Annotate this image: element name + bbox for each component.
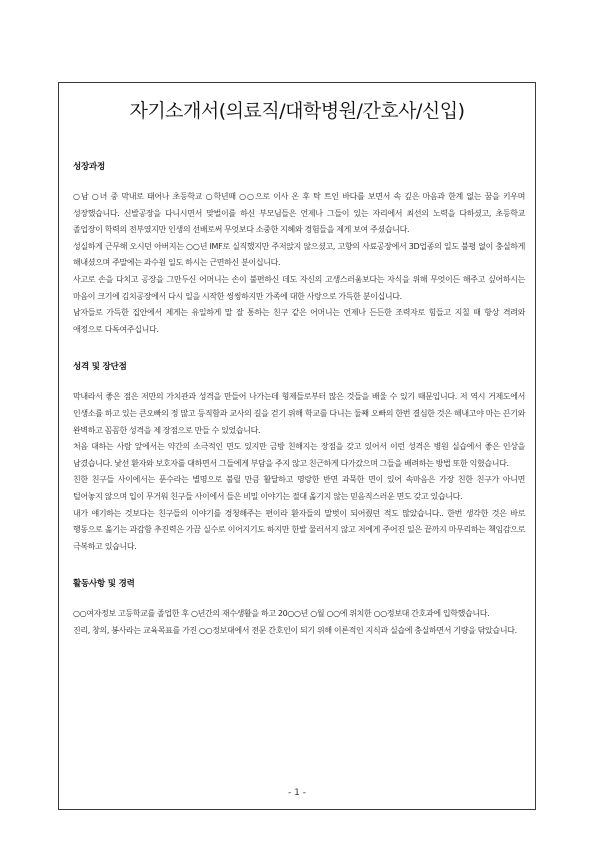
document-title: 자기소개서(의료직/대학병원/간호사/신입) [129,100,465,122]
paragraph: ○○여자정보 고등학교를 졸업한 후 ○년간의 재수생활을 하고 20○○년 ○월 ○○에 위치한 ○○정보대 간호과에 입학했습니다. [73,609,490,619]
paragraph: 진리, 창의, 봉사라는 교육목표를 가진 ○○정보대에서 전문 간호인이 되기 위해 이론적인 지식과 실습에 충실하면서 기량을 닦았습니다. [73,625,517,635]
section-heading: 활동사항 및 경력 [73,579,135,590]
paragraph: 내가 얘기하는 것보다는 친구들의 이야기를 경청해주는 편이라 환자들의 말벗이 되어줬던 적도 많았습니다.. 한번 생각한 것은 바로 행동으로 옮기는 과감함 추진력은 가끔 실수로 이어지기도 하지만 한발 물러서지 않고 저에게 주어진 일은 끝까지 마무리하는 책임감으로 극복하고 있습니다. [73,508,525,551]
paragraph: 사고로 손을 다치고 공장을 그만두신 어머니는 손이 불편하신 데도 자신의 고생스러움보다는 자식을 위해 무엇이든 해주고 싶어하시는 마음이 크기에 김치공장에서 다시 일을 시작한 씽씽하지만 가족에 대한 사랑으로 가득한 분이십니다. [73,274,525,301]
section-personality [73,360,525,555]
paragraph: 막내라서 좋은 점은 저만의 가치관과 성격을 만들어 나가는데 형제들로부터 많은 것들을 배울 수 있기 때문입니다. 저 역시 거제도에서 인생소를 하고 있는 큰오빠의 정 많고 등직함과 교사의 길을 걷기 위해 학교를 다니는 둘째 오빠의 한번 결심한 것은 해내고야 마는 끈기와 완벽하고 꼼꼼한 성격을 제 장점으로 만들 수 있었습니다. [73,392,525,435]
section-growth [73,160,525,338]
section-heading: 성장과정 [73,162,106,172]
paragraph: ○남 ○녀 중 막내로 태어나 초등학교 ○학년때 ○○으로 이사 온 후 탁 트인 바다를 보면서 속 깊은 마음과 한계 없는 꿈을 키우며 성장했습니다. 신발공장을 다니시면서 맞벌이를 하신 부모님들은 언제나 그들이 있는 자리에서 최선의 노력을 다하셨고, 초등학교 졸업장이 학력의 전부였지만 인생의 선배로써 무엇보다 소중한 지혜와 경험들을 제게 보여 주셨습니다. [73,192,525,235]
page-number: - 1 - [288,788,306,798]
paragraph: 성실하게 근무해 오시던 아버지는 ○○년 IMF로 실직했지만 주저앉지 않으셨고, 고향의 사료공장에서 3D업종의 일도 불평 없이 충실하게 해내셨으며 주말에는 과수원 일도 하시는 근면하신 분이십니다. [73,241,525,268]
document-body [73,160,525,661]
section-activities [73,577,525,639]
paragraph: 남자들로 가득한 집안에서 제게는 유일하게 말 잘 통하는 친구 같은 어머니는 언제나 든든한 조력자로 힘들고 지칠 때 항상 격려와 애정으로 다독여주십니다. [73,308,525,334]
paragraph: 친한 친구들 사이에서는 푼수라는 별명으로 불릴 만큼 활달하고 명랑한 반면 과묵한 면이 있어 속마음은 가장 친한 친구가 아니면 털어놓지 않으며 입이 무거워 친구들 사이에서 들은 비밀 이야기는 절대 옮기지 않는 믿음직스러운 면도 갖고 있습니다. [73,475,525,501]
paragraph: 처음 대하는 사람 앞에서는 약간의 소극적인 면도 있지만 금방 친해지는 장점을 갖고 있어서 이런 성격은 병원 실습에서 좋은 인상을 남겼습니다. 낯선 환자와 보호자를 대하면서 그들에게 부담을 주지 않고 친근하게 다가갔으며 그들을 배려하는 방법 또한 익혔습니다. [73,442,525,468]
section-heading: 성격 및 장단점 [73,362,127,373]
